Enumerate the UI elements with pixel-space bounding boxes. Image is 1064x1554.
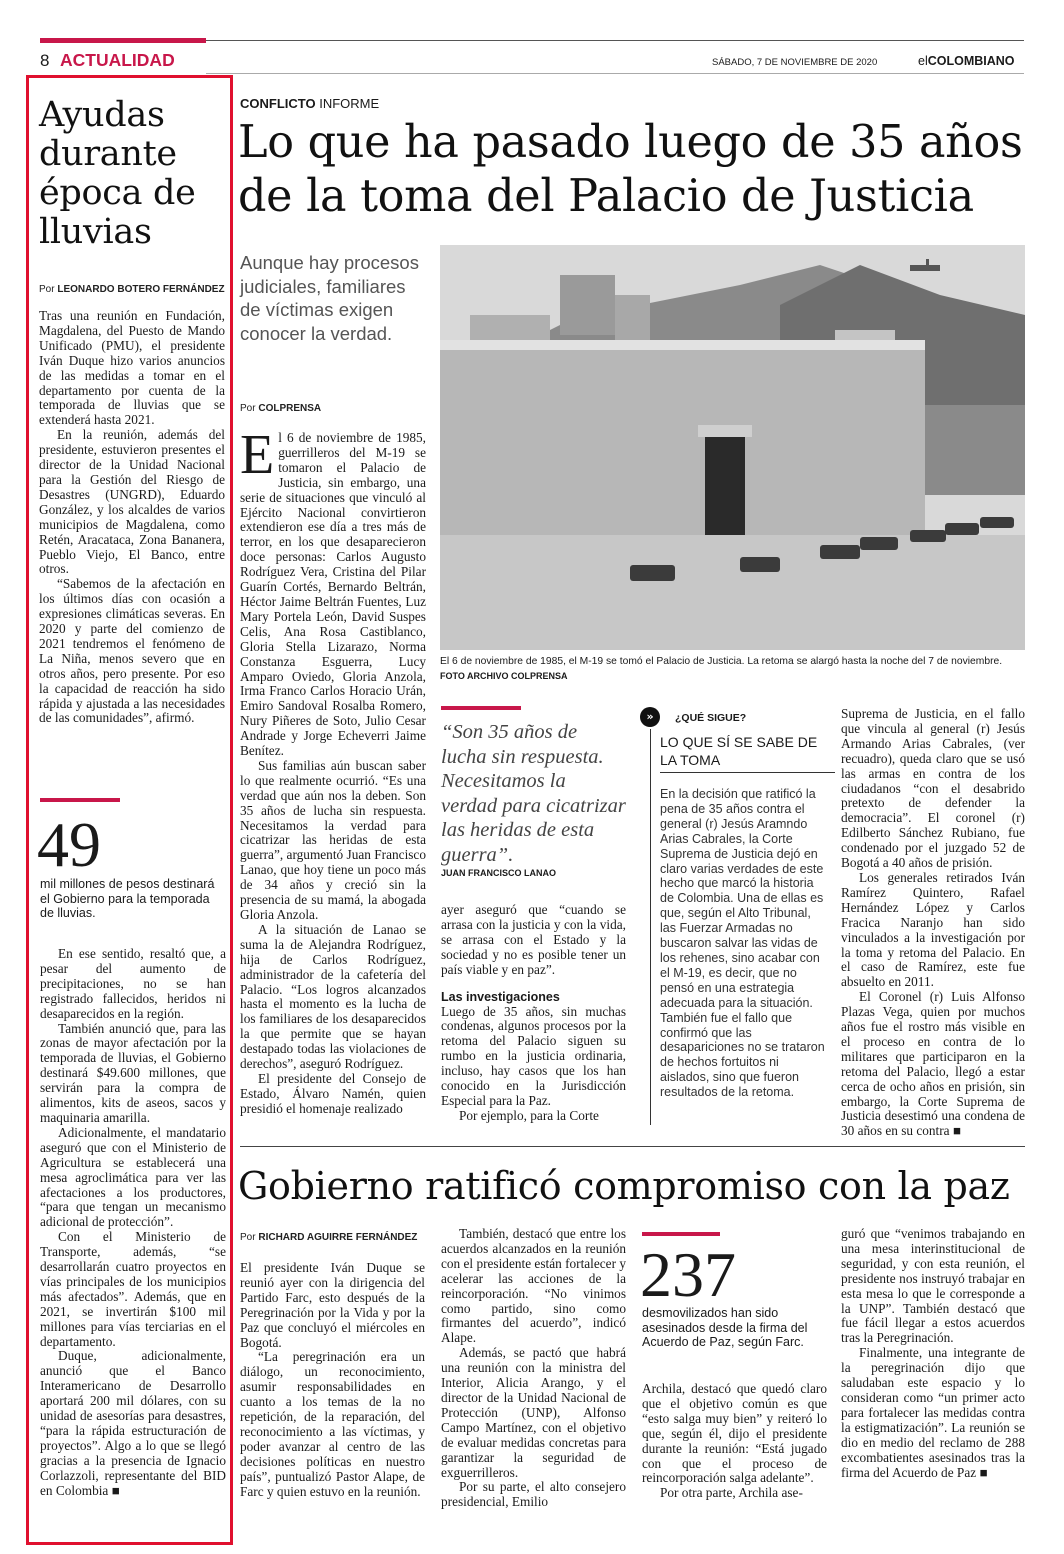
paragraph: Con el Ministerio de Transporte, además, “se desarrollarán cuatro proyectos en vías principales de los municipios más afectados”. Además, que en 2021, se invertirán $100 mil millones para vías terciarias en el departamento.: [40, 1229, 226, 1349]
sidebar-body-top: [39, 309, 225, 726]
paragraph: A la situación de Lanao se suma la de Alejandra Rodríguez, hija de Carlos Rodríguez, administrador de la cafetería del Palacio. “Los logros alcanzados hasta el momento es la lucha de los familiares de los desaparecidos la que permite que se hayan destapado todas las violaciones de derechos”, aseguró Rodríguez.: [240, 921, 426, 1072]
paragraph: “La peregrinación era un diálogo, un reconocimiento, asumir responsabilidades en cuanto a los temas de la no repetición, de la reparación, del reconocimiento a las víctimas, y poder avanzar al centro de las decisiones políticas en nuestro país”, puntualizó Pastor Alape, de Farc y quien estuvo en la reunión.: [240, 1349, 425, 1499]
paragraph: Por ejemplo, para la Corte: [459, 1107, 599, 1123]
box-left-rule: [650, 729, 651, 1125]
paragraph: Por su parte, el alto consejero presidencial, Emilio: [441, 1479, 626, 1510]
logo-prefix: el: [918, 54, 928, 68]
issue-date: SÁBADO, 7 DE NOVIEMBRE DE 2020: [712, 57, 878, 68]
subhead: Las investigaciones: [441, 989, 560, 1004]
second-stat-text: desmovilizados han sido asesinados desde la firma del Acuerdo de Paz, según Farc.: [642, 1306, 808, 1349]
section-accent-bar: [40, 38, 206, 43]
main-headline: Lo que ha pasado luego de 35 años de la toma del Palacio de Justicia: [238, 117, 1023, 222]
sidebar-byline: Por LEONARDO BOTERO FERNÁNDEZ: [39, 284, 225, 295]
palace-photo: [440, 245, 1025, 650]
paragraph: Suprema de Justicia, en el fallo que vincula al general (r) Jesús Armando Arias Cabrales, (ver recuadro), queda claro que se usó las armas en contra de los ciudadanos “con el desabrido pretexto de defender la democracia”. El coronel (r) Edilberto Sánchez Rubiano, fue condenado por el juzgado 52 de Bogotá a 40 años de prisión.: [841, 706, 1025, 871]
what-next-box: [640, 707, 840, 1127]
paragraph: El presidente Iván Duque se reunió ayer con la dirigencia del Partido Farc, esto después de la Peregrinación por la Vida y por la Paz que concluyó el miércoles en Bogotá.: [240, 1260, 425, 1350]
main-col-1: [240, 424, 426, 1117]
header-bottom-rule: [206, 73, 1024, 74]
second-stat-number: 237: [640, 1239, 736, 1310]
sidebar-title: Ayudas durante época de lluvias: [39, 95, 196, 252]
paragraph: También anunció que, para las zonas de mayor afectación por la temporada de lluvias, el Gobierno destinará $49.600 millones, que servirán para la compra de alimentos, kits de aseos, sacos y maquinaria amarilla.: [40, 1020, 226, 1125]
paragraph: Los generales retirados Iván Ramírez Quintero, Rafael Hernández López y Carlos Fracica Naranjo han sido vinculados a la investigación por la toma y retoma del Palacio. En el caso de Ramírez, este fue absuelto en 2011.: [841, 869, 1025, 990]
sidebar-body-bottom: [40, 947, 226, 1499]
pull-quote-author: JUAN FRANCISCO LANAO: [441, 868, 557, 878]
paragraph: Archila, destacó que quedó claro que el objetivo común es que “esto salga muy bien” y reiteró lo que, según él, dijo el presidente durante la reunión: “Está jugado con que el proceso de reincorporación salga adelante”.: [642, 1381, 827, 1486]
second-col-3: [642, 1382, 827, 1501]
dropcap: E: [240, 424, 275, 486]
second-col-4: [841, 1227, 1025, 1480]
paragraph: En ese sentido, resaltó que, a pesar del aumento de precipitaciones, no se han registrado fallecidos, heridos ni desaparecidos en la región.: [40, 946, 226, 1021]
main-col-2: [441, 903, 626, 1124]
second-byline: Por RICHARD AGUIRRE FERNÁNDEZ: [240, 1232, 418, 1243]
paragraph: Sus familias aún buscan saber lo que realmente ocurrió. “Es una verdad que aún nos la deben. Son 35 años de lucha sin respuesta. Necesitamos la verdad para cicatrizar las heridas de esta guerra”, argumentó Juan Francisco Lanao, que hoy tiene un poco más de 34 años y creció sin la presencia de su mamá, la abogada Gloria Anzola.: [240, 757, 426, 922]
paragraph: Además, se pactó que habrá una reunión con la ministra del Interior, Alicia Arango, y el director de la Unidad Nacional de Protección (UNP), Alfonso Campo Martínez, con el objetivo de evaluar medidas concretas para garantizar la seguridad de exguerrilleros.: [441, 1345, 626, 1480]
photo-caption: El 6 de noviembre de 1985, el M-19 se tomó el Palacio de Justicia. La retoma se alargó hasta la noche del 7 de noviembre. FOTO ARCHIVO COLPRENSA: [440, 656, 1003, 681]
paragraph: El presidente del Consejo de Estado, Álvaro Namén, quien presidió el homenaje realizado: [240, 1070, 426, 1116]
newspaper-logo: [918, 54, 1015, 69]
box-text: En la decisión que ratificó la pena de 35 años contra el general (r) Jesús Aramndo Arias Cabrales, la Corte Suprema de Justicia dejó en claro varias verdades de este hecho que marcó la historia de Colombia. Una de ellas es que, según el Alto Tribunal, las Fuerzar Armadas no buscaron salvar las vidas de los rehenes, sino acabar con el M-19, es decir, que no pensó en una estrategia adecuada para la situación. También fue el fallo que confirmó que las desapariciones no se trataron de hechos fortuitos ni aislados, sino que fueron resultados de la retoma.: [660, 787, 825, 1100]
main-byline: Por COLPRENSA: [240, 403, 322, 414]
second-headline: Gobierno ratificó compromiso con la paz: [238, 1164, 1010, 1208]
paragraph: También, destacó que entre los acuerdos alcanzados en la reunión con el presidente están fortalecer y acelerar las acciones de la reincorporación. “No vinimos como partido, sino como firmantes del acuerdo”, indicó Alape.: [441, 1226, 626, 1346]
main-col-4: [841, 707, 1025, 1139]
box-title: LO QUE SÍ SE SABE DE LA TOMA: [660, 733, 835, 773]
main-deck: Aunque hay procesos judiciales, familiares de víctimas exigen conocer la verdad.: [240, 252, 419, 344]
section-name: ACTUALIDAD: [60, 50, 175, 70]
paragraph: Luego de 35 años, sin muchas condenas, algunos procesos por la retoma del Palacio siguen su rumbo en la justicia ordinaria, incluso, hay casos que los han conocido en la Jurisdicción Especial para la Paz.: [441, 1003, 626, 1108]
paragraph: El Coronel (r) Luis Alfonso Plazas Vega, quien por muchos años fue el rostro más visible en el proceso en contra de lo militares que participaron en la retoma del Palacio, llegó a estar cerca de ocho años en prisión, sin embargo, la Corte Suprema de Justicia desestimó una condena de 30 años en su contra ■: [841, 989, 1025, 1139]
second-col-2: [441, 1227, 626, 1510]
paragraph: Finalmente, una integrante de la peregrinación dijo que saludaban este espacio y lo consideran como “un primer acto para fortalecer las medidas contra la estigmatización”. La reunión se dio en medio del reclamo de 288 excombatientes asesinados tras la firma del Acuerdo de Paz ■: [841, 1345, 1025, 1480]
pull-quote: “Son 35 años de lucha sin respuesta. Necesitamos la verdad para cicatrizar las heridas de esta guerra”.: [441, 721, 626, 866]
paragraph: “Sabemos de la afectación en los últimos días con ocasión a expresiones climáticas severas. En 2020 y parte del comienzo de 2021 tendremos el fenómeno de La Niña, menos severo que en otros años, pero presente. Por eso la capacidad de reacción ha sido rápida y ajustada a las necesidades de las comunidades”, afirmó.: [39, 576, 225, 726]
palace-photo-illustration: [440, 245, 1025, 650]
sidebar-stat-text: mil millones de pesos destinará el Gobierno para la temporada de lluvias.: [40, 877, 215, 920]
stat-accent-bar-2: [642, 1232, 720, 1236]
paragraph: Por otra parte, Archila ase-: [660, 1485, 803, 1501]
sidebar-stat-number: 49: [37, 809, 101, 880]
section-divider: [240, 1146, 1025, 1147]
paragraph: ayer aseguró que “cuando se arrasa con la justicia y con la vida, se arrasa con el Estado y la sociedad y no es posible tener un país viable y en paz”.: [441, 902, 626, 977]
logo-name: COLOMBIANO: [927, 54, 1015, 68]
paragraph: El 6 de noviembre de 1985, guerrilleros del M-19 se tomaron el Palacio de Justicia, sin embargo, una serie de situaciones que vinculó al Ejército Nacional convirtieron extendieron ese día a tres más de terror, en los que desaparecieron doce personas: Carlos Augusto Rodríguez Vera, Cristina del Pilar Guarín Cortés, Bernardo Beltrán, Héctor Jaime Beltrán Fuentes, Luz Mary Portela León, David Suspes Celis, Ana Rosa Castiblanco, Gloria Stella Lizarazo, Norma Constanza Esguerra, Lucy Amparo Oviedo, Gloria Anzola, Irma Franco Carlos Horacio Urán, Emiro Sandoval Rosalba Romero, Nury Piñeres de Soto, Julio Cesar Andrade y Jorge Echeverri Jaime Benítez.: [240, 424, 426, 759]
paragraph: Tras una reunión en Fundación, Magdalena, del Puesto de Mando Unificado (PMU), el presidente Iván Duque hizo varios anuncios de las medidas a tomar en el departamento por cuenta de la temporada de lluvias que se extenderá hasta 2021.: [39, 308, 225, 428]
sidebar-article: [39, 96, 225, 726]
header-rule: [206, 40, 1024, 41]
paragraph: En la reunión, además del presidente, estuvieron presentes el director de la Unidad Nacional para la Gestión del Riesgo de Desastres (UNGRD), Eduardo González, y los alcaldes de varios municipios de Magdalena, como Retén, Aracataca, Zona Bananera, Pueblo Viejo, El Banco, entre otros.: [39, 427, 225, 577]
page-number: 8: [40, 51, 50, 70]
photo-credit: FOTO ARCHIVO COLPRENSA: [440, 671, 568, 681]
double-chevron-icon: »: [640, 707, 660, 727]
quote-accent-bar: [441, 706, 521, 710]
paragraph: guró que “venimos trabajando en una mesa interinstitucional de seguridad, y con esta reunión, el presidente nos instruyó trabajar en esta mesa lo que le corresponde a la UNP”. También destacó que fue fácil llegar a estos acuerdos tras la Peregrinación.: [841, 1226, 1025, 1346]
paragraph: Adicionalmente, el mandatario aseguró que con el Ministerio de Agricultura se establecerá una mesa agroclimática para ver las afectaciones a los productores, “para que tengan un mecanismo adicional de protección”.: [40, 1124, 226, 1230]
stat-accent-bar: [40, 798, 120, 802]
second-col-1: [240, 1232, 425, 1500]
story-kicker: CONFLICTO INFORME: [240, 96, 380, 111]
paragraph: Duque, adicionalmente, anunció que el Banco Interamericano de Desarrollo aportará 200 mil dólares, con su unidad de asesorías para desastres, “para la rápida estructuración de proyectos”. Algo a lo que se llegó gracias a la presencia de Ignacio Corlazzoli, representante del BID en Colombia ■: [40, 1348, 226, 1498]
box-kicker: ¿QUÉ SIGUE?: [675, 712, 747, 724]
